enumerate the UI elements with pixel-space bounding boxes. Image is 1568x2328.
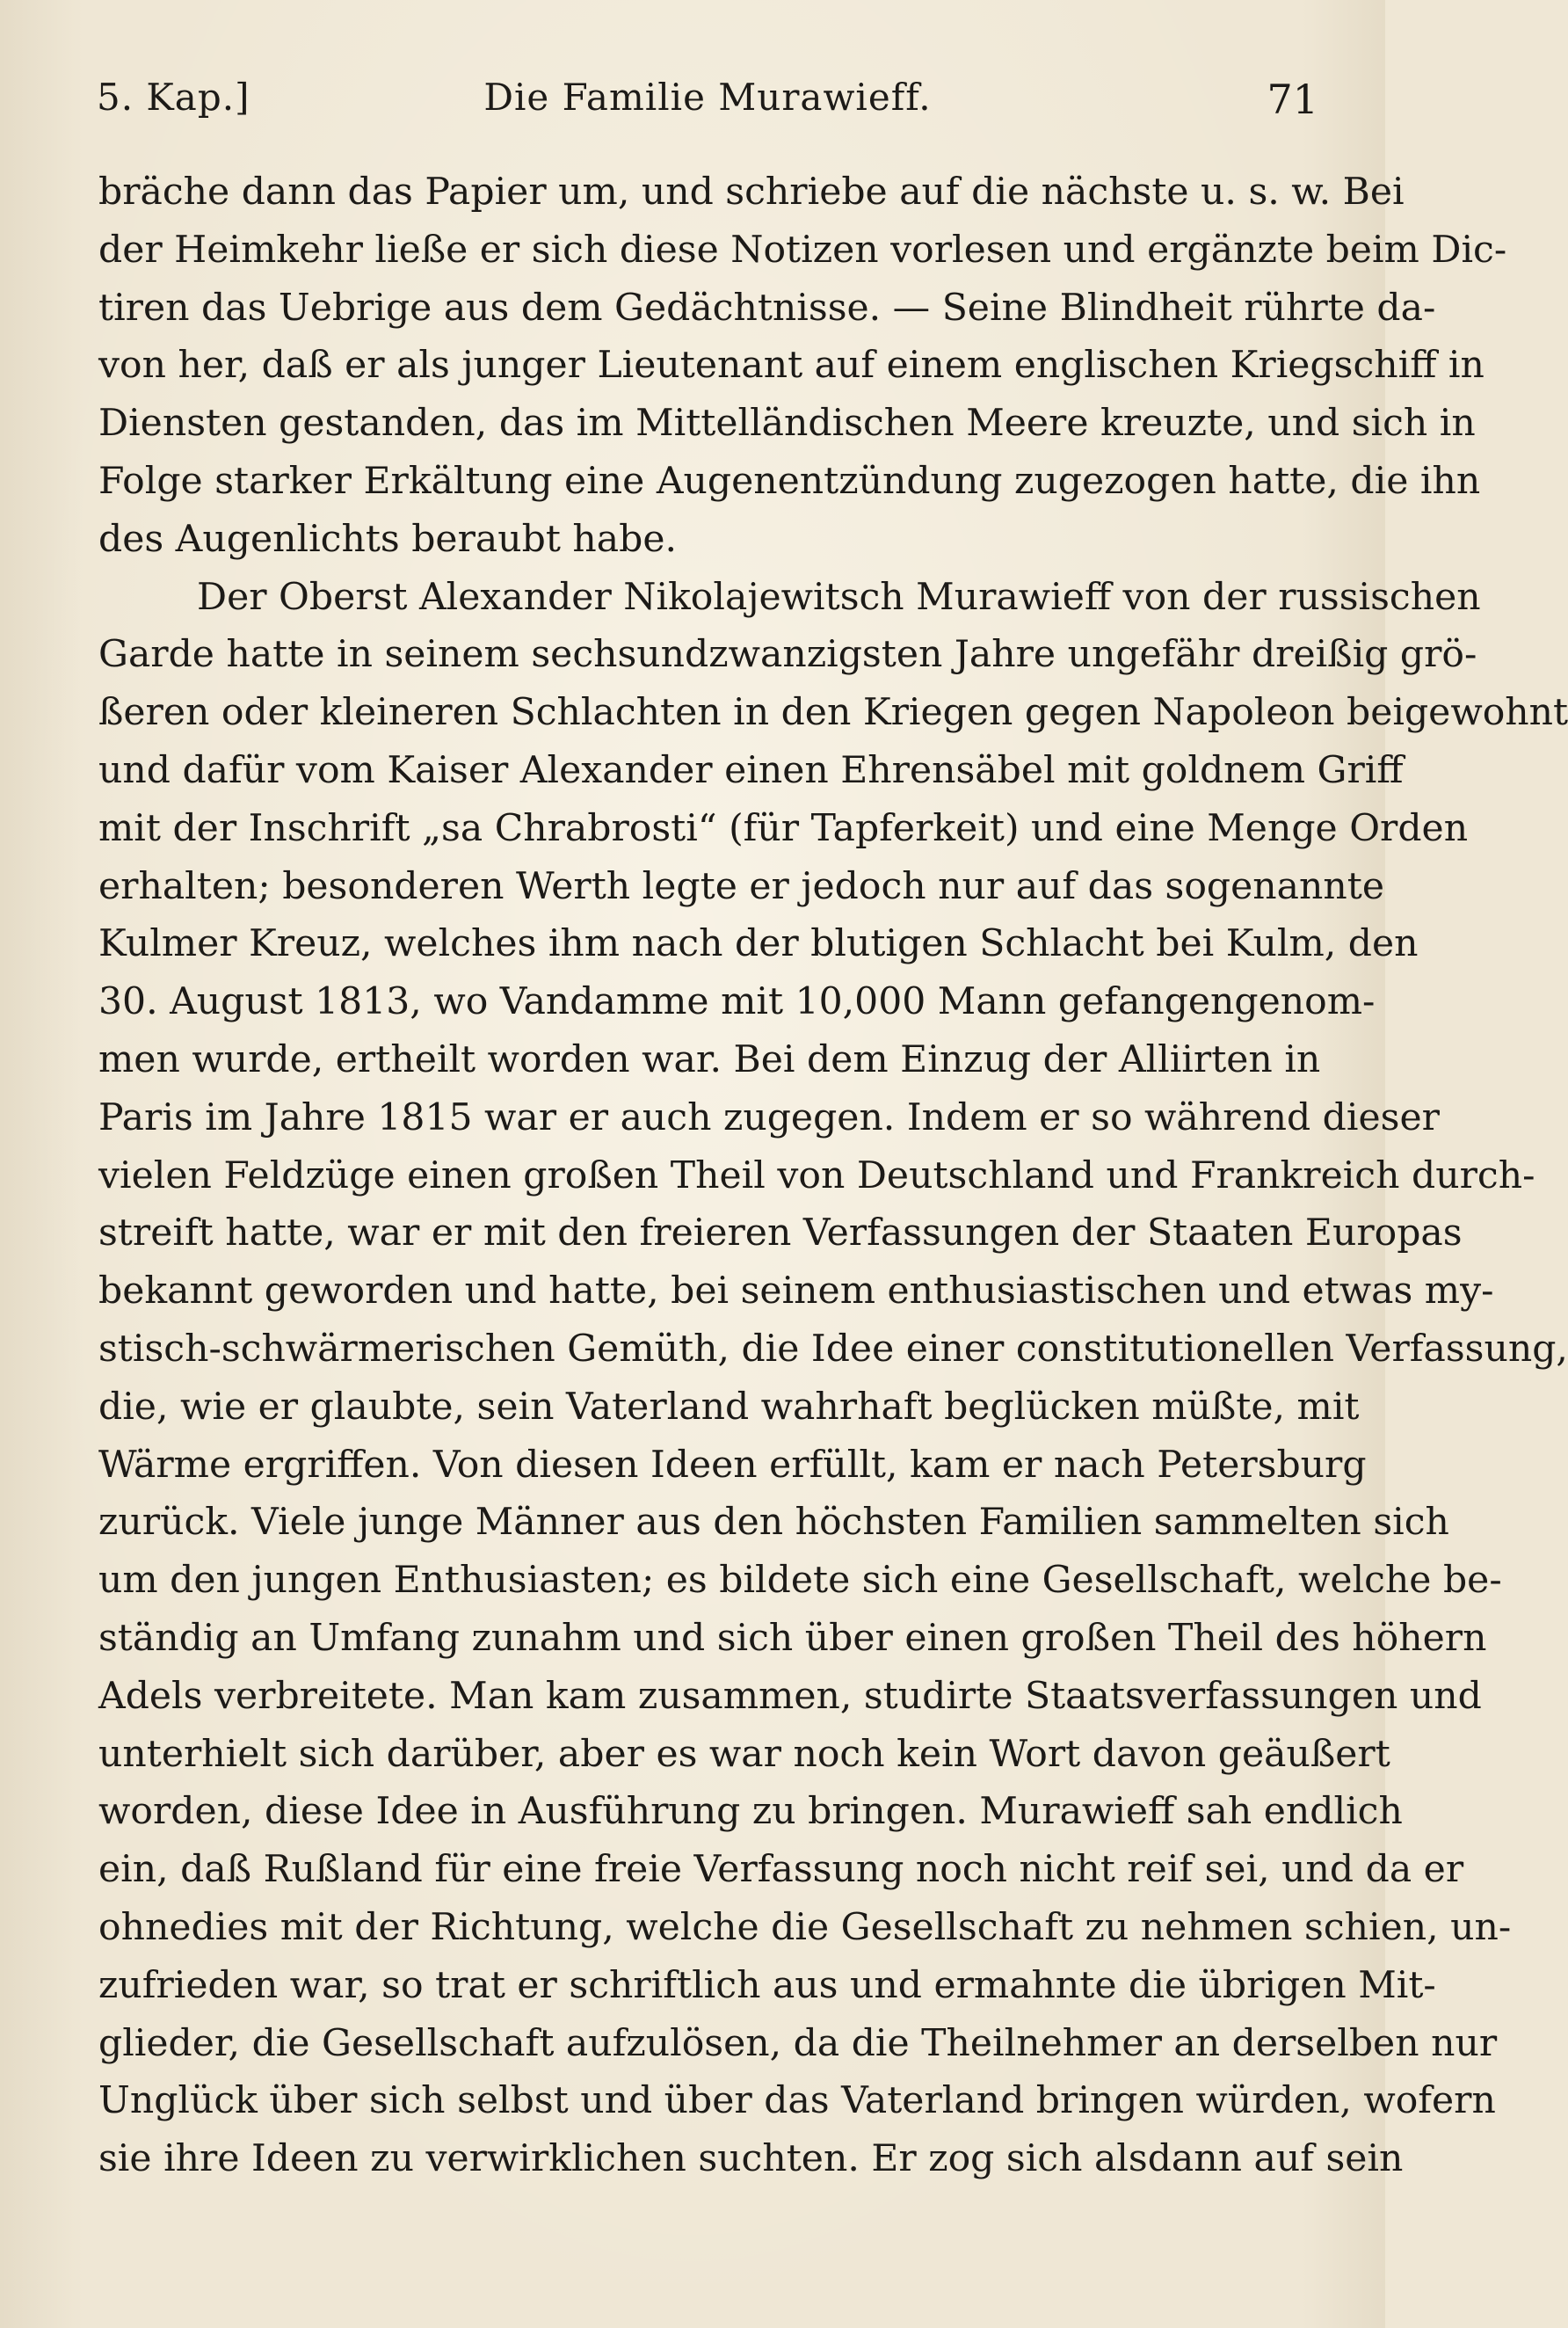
- text-line: Kulmer Kreuz, welches ihm nach der blutigen Schlacht bei Kulm, den: [98, 922, 1419, 966]
- text-line: die, wie er glaubte, sein Vaterland wahrhaft beglücken müßte, mit: [98, 1385, 1360, 1429]
- text-line: Wärme ergriffen. Von diesen Ideen erfüllt, kam er nach Petersburg: [98, 1443, 1367, 1487]
- text-line: des Augenlichts beraubt habe.: [98, 517, 677, 561]
- text-line: um den jungen Enthusiasten; es bildete sich eine Gesellschaft, welche be-: [98, 1559, 1502, 1603]
- chapter-reference: 5. Kap.]: [97, 76, 250, 119]
- text-line: sie ihre Ideen zu verwirklichen suchten. Er zog sich alsdann auf sein: [98, 2137, 1404, 2181]
- text-line: Diensten gestanden, das im Mittelländischen Meere kreuzte, und sich in: [98, 402, 1476, 446]
- text-line: Paris im Jahre 1815 war er auch zugegen. Indem er so während dieser: [98, 1095, 1440, 1139]
- text-line: zufrieden war, so trat er schriftlich aus und ermahnte die übrigen Mit-: [98, 1963, 1436, 2007]
- text-line: vielen Feldzüge einen großen Theil von Deutschland und Frankreich durch-: [98, 1153, 1535, 1197]
- text-line: zurück. Viele junge Männer aus den höchsten Familien sammelten sich: [98, 1501, 1449, 1545]
- text-line: Folge starker Erkältung eine Augenentzündung zugezogen hatte, die ihn: [98, 459, 1481, 503]
- text-line: men wurde, ertheilt worden war. Bei dem Einzug der Alliirten in: [98, 1037, 1321, 1081]
- text-line: ständig an Umfang zunahm und sich über einen großen Theil des höhern: [98, 1616, 1487, 1660]
- text-line: Unglück über sich selbst und über das Vaterland bringen würden, wofern: [98, 2079, 1496, 2123]
- text-line: erhalten; besonderen Werth legte er jedoch nur auf das sogenannte: [98, 864, 1384, 908]
- text-line: worden, diese Idee in Ausführung zu bringen. Murawieff sah endlich: [98, 1790, 1403, 1834]
- text-line: tiren das Uebrige aus dem Gedächtnisse. — Seine Blindheit rührte da-: [98, 286, 1436, 330]
- text-line: der Heimkehr ließe er sich diese Notizen vorlesen und ergänzte beim Dic-: [98, 228, 1507, 272]
- text-line: Adels verbreitete. Man kam zusammen, studirte Staatsverfassungen und: [98, 1674, 1482, 1718]
- body-text: [98, 164, 1568, 2188]
- text-line: stisch-schwärmerischen Gemüth, die Idee einer constitutionellen Verfassung,: [98, 1327, 1568, 1371]
- text-line: bekannt geworden und hatte, bei seinem enthusiastischen und etwas my-: [98, 1269, 1494, 1313]
- text-line: unterhielt sich darüber, aber es war noch kein Wort davon geäußert: [98, 1732, 1390, 1776]
- text-line: von her, daß er als junger Lieutenant auf einem englischen Kriegschiff in: [98, 344, 1485, 388]
- text-line: mit der Inschrift „sa Chrabrosti“ (für Tapferkeit) und eine Menge Orden: [98, 806, 1469, 850]
- text-line: Garde hatte in seinem sechsundzwanzigsten Jahre ungefähr dreißig grö-: [98, 633, 1477, 677]
- text-line: und dafür vom Kaiser Alexander einen Ehrensäbel mit goldnem Griff: [98, 748, 1404, 792]
- paragraph-first-line: Der Oberst Alexander Nikolajewitsch Murawieff von der russischen: [197, 575, 1481, 619]
- text-line: glieder, die Gesellschaft aufzulösen, da die Theilnehmer an derselben nur: [98, 2021, 1498, 2065]
- text-line: streift hatte, war er mit den freieren Verfassungen der Staaten Europas: [98, 1211, 1463, 1255]
- page-number: 71: [1267, 76, 1318, 123]
- text-line: bräche dann das Papier um, und schriebe auf die nächste u. s. w. Bei: [98, 171, 1405, 214]
- text-line: 30. August 1813, wo Vandamme mit 10,000 Mann gefangengenom-: [98, 980, 1376, 1024]
- text-line: ein, daß Rußland für eine freie Verfassung noch nicht reif sei, und da er: [98, 1848, 1464, 1892]
- running-title: Die Familie Murawieff.: [483, 76, 932, 119]
- text-line: ßeren oder kleineren Schlachten in den Kriegen gegen Napoleon beigewohnt: [98, 691, 1568, 735]
- running-header: [97, 76, 1318, 137]
- text-line: ohnedies mit der Richtung, welche die Gesellschaft zu nehmen schien, un-: [98, 1905, 1512, 1949]
